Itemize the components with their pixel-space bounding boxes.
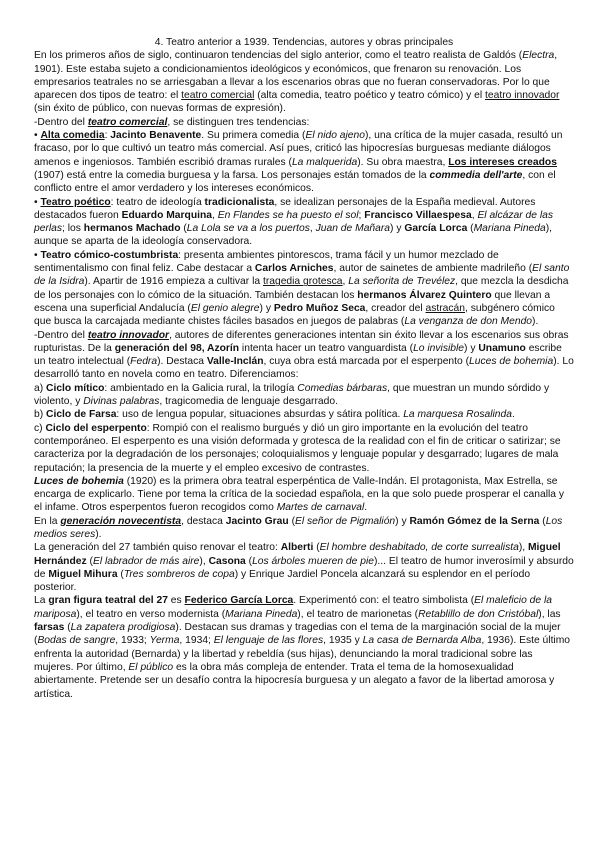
generacion-27-paragraph: La generación del 27 también quiso renovar el teatro: Alberti (El hombre deshabitado, de corte surrealista), Miguel Hernández (El labrador de más aire), Casona (Los árboles mueren de pie)... El teatro de humor inverosímil y absurdo de Miguel Mihura (Tres sombreros de copa) y Enrique Jardiel Poncela alcanzará su esplendor en el período posterior. <box>34 542 574 594</box>
ciclo-farsa-paragraph: b) Ciclo de Farsa: uso de lengua popular, situaciones absurdas y sátira política. La marquesa Rosalinda. <box>34 409 515 421</box>
lorca-paragraph: La gran figura teatral del 27 es Federico García Lorca. Experimentó con: el teatro simbolista (El maleficio de la mariposa), el teatro en verso modernista (Mariana Pineda), el teatro de marionetas (Retablillo de don Cristóbal), las farsas (La zapatera prodigiosa). Destacan sus dramas y tragedias con el tema de la marginación social de la mujer (Bodas de sangre, 1933; Yerma, 1934; El lenguaje de las flores, 1935 y La casa de Bernarda Alba, 1936). Este último enfrenta la autoridad (Bernarda) y la libertad y rebeldía (sus hijas), denunciando la moral tradicional sobre las mujeres. Por último, El público es la obra más compleja de entender. Trata el tema de la homosexualidad abiertamente. Pretende ser un desafío contra la hipocresía burguesa y un alegato a favor de la libertad amorosa y artística. <box>34 595 571 700</box>
luces-bohemia-paragraph: Luces de bohemia (1920) es la primera obra teatral esperpéntica de Valle-Indán. El protagonista, Max Estrella, se encarga de explicarlo. Tiene por tema la crítica de la sociedad española, en la que solo puede prosperar el canalla y el infame. Otros esperpentos fueron recogidos como Martes de carnaval. <box>34 475 565 514</box>
innovador-paragraph: -Dentro del teatro innovador, autores de diferentes generaciones intentan sin éxito llevar a los escenarios sus obras rupturistas. De la generación del 98, Azorín intenta hacer un teatro vanguardista (Lo invisible) y Unamuno escribe un teatro intelectual (Fedra). Destaca Valle-Inclán, cuya obra está marcada por el esperpento (Luces de bohemia). Lo desarrolló tanto en novela como en teatro. Diferenciamos: <box>34 329 574 381</box>
ciclo-esperpento-paragraph: c) Ciclo del esperpento: Rompió con el realismo burgués y dió un giro importante en la evolución del teatro contemporáneo. El esperpento es una visión deformada y grotesca de la realidad con el fin de criticar o satirizar; se caracteriza por la degradación de los personajes; coloquialismos y lenguaje popular y desgarrado; lugares de mala reputación; la presencia de la muerte y el empleo excesivo de contrastes. <box>34 422 561 474</box>
page-title: 4. Teatro anterior a 1939. Tendencias, autores y obras principales <box>154 37 454 48</box>
comercial-intro-paragraph: -Dentro del teatro comercial, se distinguen tres tendencias: <box>34 116 310 128</box>
ciclo-mitico-paragraph: a) Ciclo mítico: ambientado en la Galicia rural, la trilogía Comedias bárbaras, que muestran un mundo sórdido y violento, y Divinas palabras, tragicomedia de lenguaje desgarrado. <box>34 382 550 408</box>
teatro-poetico-paragraph: • Teatro poético: teatro de ideología tradicionalista, se idealizan personajes de la España medieval. Autores destacados fueron Eduardo Marquina, En Flandes se ha puesto el sol; Francisco Villaespesa, El alcázar de las perlas; los hermanos Machado (La Lola se va a los puertos, Juan de Mañara) y García Lorca (Mariana Pineda), aunque se aparta de la ideología conservadora. <box>34 196 553 248</box>
novecentista-paragraph: En la generación novecentista, destaca Jacinto Grau (El señor de Pigmalión) y Ramón Gómez de la Serna (Los medios seres). <box>34 515 563 540</box>
alta-comedia-paragraph: • Alta comedia: Jacinto Benavente. Su primera comedia (El nido ajeno), una crítica de la mujer casada, resultó un fracaso, por lo que cultivó un teatro más comercial. Así pues, criticó las hipocresías burguesas mediante diálogos amenos e ingeniosos. También escribió dramas rurales (La malquerida). Su obra maestra, Los intereses creados (1907) está entre la comedia burguesa y la farsa. Los personajes están tomados de la commedia dell'arte, con el conflicto entre el amor verdadero y los intereses económicos. <box>34 130 563 195</box>
teatro-comico-paragraph: • Teatro cómico-costumbrista: presenta ambientes pintorescos, trama fácil y un humor mezclado de sentimentalismo con final feliz. Cabe destacar a Carlos Arniches, autor de sainetes de ambiente madrileño (El santo de la Isidra). Apartir de 1916 empieza a cultivar la tragedia grotesca, La señorita de Trevélez, que mezcla la desdicha de los personajes con lo cómico de la situación. También destacan los hermanos Álvarez Quintero que llevan a escena una superficial Andalucía (El genio alegre) y Pedro Muñoz Seca, creador del astracán, subgénero cómico que busca la carcajada mediante chistes fáciles basados en juegos de palabras (La venganza de don Mendo). <box>34 249 570 328</box>
intro-paragraph: En los primeros años de siglo, continuaron tendencias del siglo anterior, como el teatro realista de Galdós (Electra, 1901). Este estaba sujeto a condicionamientos ideológicos y económicos, que frenaron su renovación. Los empresarios teatrales no se arriesgaban a llevar a los escenarios obras que no fueran conservadoras. Por lo que aparecen dos tipos de teatro: el teatro comercial (alta comedia, teatro poético y teatro cómico) y el teatro innovador (sin éxito de público, con nuevas formas de expresión). <box>34 50 560 115</box>
